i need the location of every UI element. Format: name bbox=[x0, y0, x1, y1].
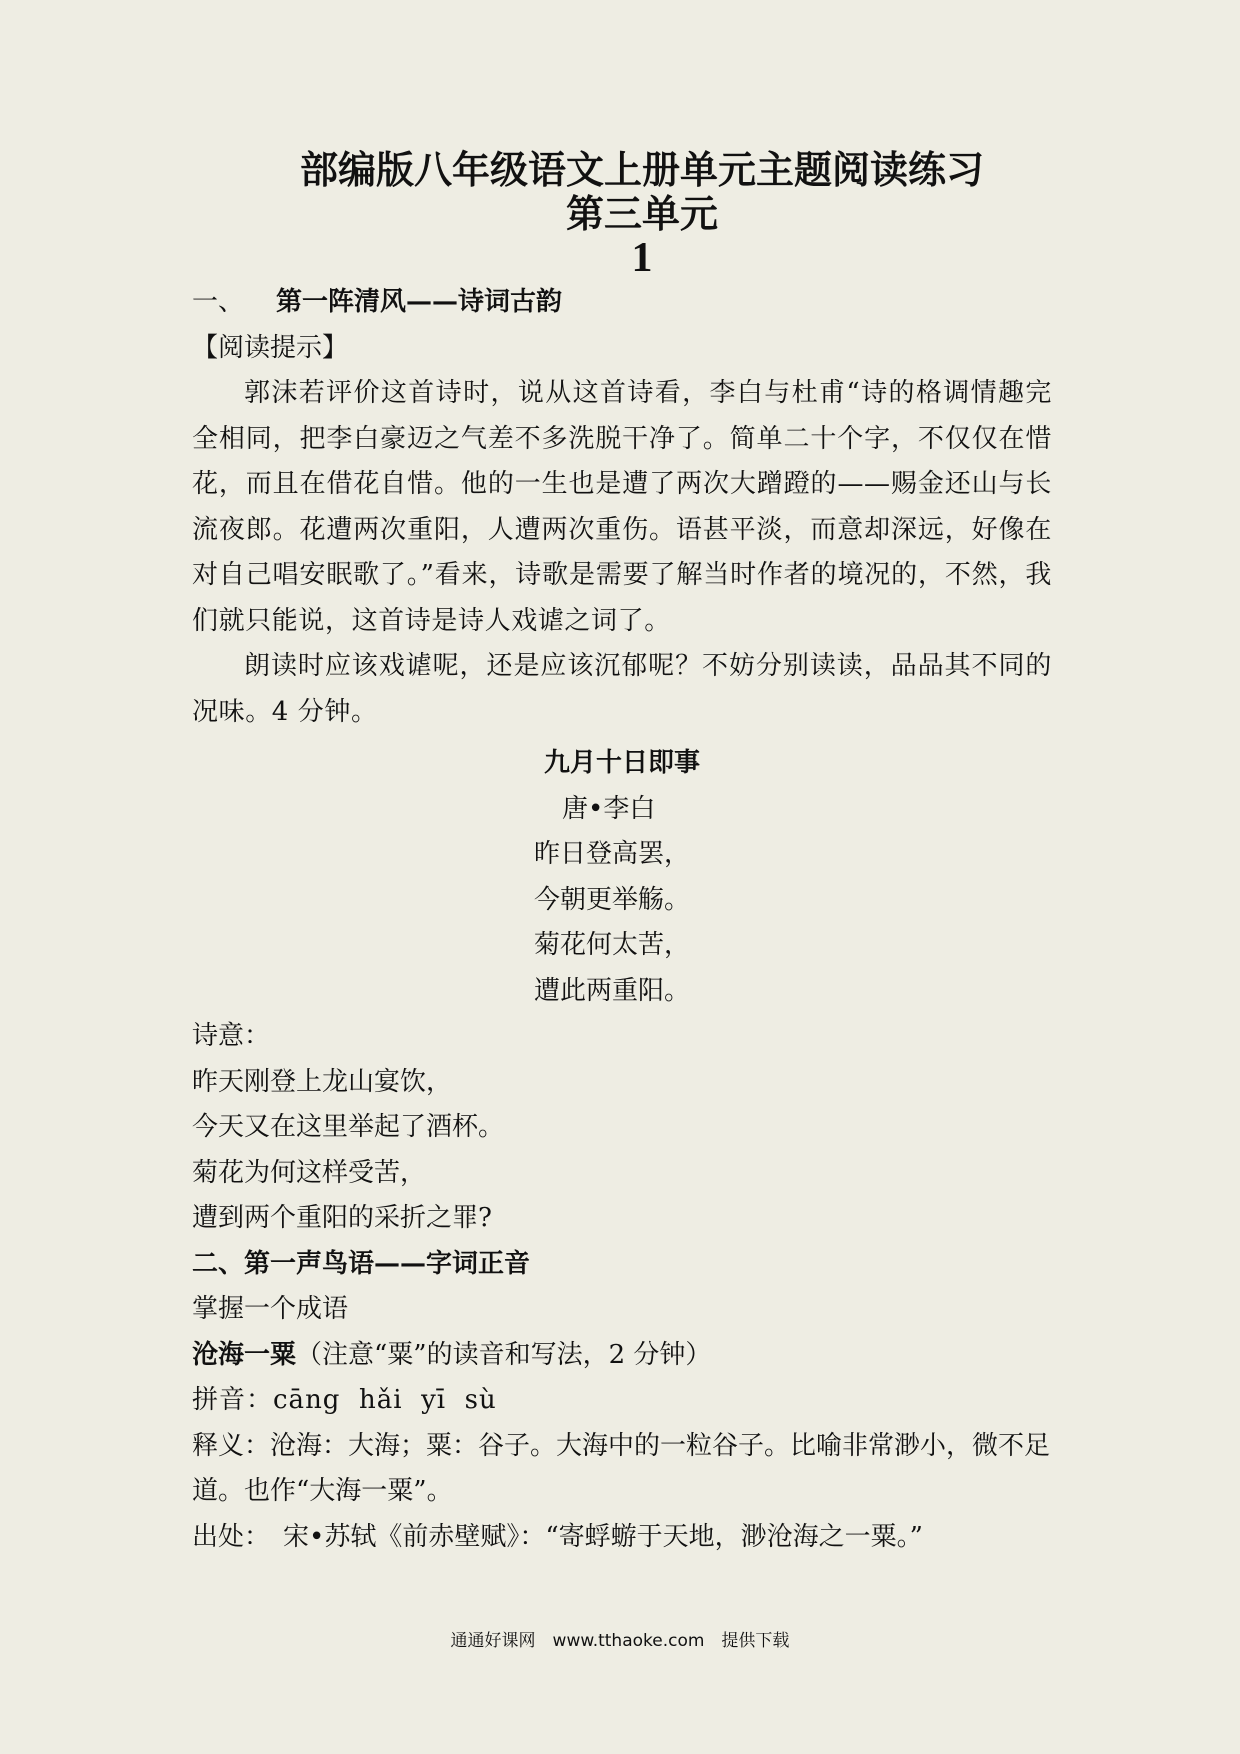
page-footer: 通通好课网 www.tthaoke.com 提供下载 bbox=[450, 1631, 790, 1651]
poem-body bbox=[192, 787, 1052, 1015]
idiom: 沧海一粟 bbox=[192, 1339, 297, 1370]
section-1-title: 第一阵清风——诗词古韵 bbox=[276, 287, 563, 317]
section-1-number: 一、 bbox=[192, 287, 245, 317]
document-content bbox=[192, 148, 1052, 1560]
poem-meaning-line: 菊花为何这样受苦， bbox=[192, 1157, 427, 1188]
poem-line: 菊花何太苦， bbox=[534, 930, 691, 960]
idiom-line bbox=[192, 1333, 1052, 1379]
document-title bbox=[232, 148, 1052, 280]
title-line-2: 第三单元 bbox=[565, 191, 718, 236]
poem-author: 唐•李白 bbox=[562, 793, 656, 824]
poem-meaning-label: 诗意： bbox=[192, 1021, 271, 1051]
reading-hint-label: 【阅读提示】 bbox=[192, 332, 349, 363]
idiom-definition: 释义：沧海：大海；粟：谷子。大海中的一粒谷子。比喻非常渺小，微不足道。也作“大海一粟”。 bbox=[192, 1430, 1051, 1506]
poem-meaning-line: 遭到两个重阳的采折之罪? bbox=[192, 1203, 492, 1233]
poem-title: 九月十日即事 bbox=[543, 748, 700, 778]
idiom-note: （注意“粟”的读音和写法，2 分钟） bbox=[296, 1339, 712, 1370]
section-2-heading: 二、第一声鸟语——字词正音 bbox=[192, 1248, 531, 1279]
poem-line: 昨日登高罢， bbox=[534, 839, 691, 869]
poem-line: 遭此两重阳。 bbox=[534, 975, 691, 1006]
idiom-pinyin: 拼音：cāng hǎi yī sù bbox=[192, 1385, 497, 1415]
title-line-1: 部编版八年级语文上册单元主题阅读练习 bbox=[299, 147, 984, 192]
poem-meaning-line: 昨天刚登上龙山宴饮， bbox=[192, 1066, 453, 1097]
reading-hint-paragraph-2: 朗读时应该戏谑呢，还是应该沉郁呢？不妨分别读读，品品其不同的况味。4 分钟。 bbox=[192, 651, 1052, 727]
section-2-intro: 掌握一个成语 bbox=[192, 1294, 349, 1324]
idiom-source: 出处： 宋•苏轼《前赤壁赋》：“寄蜉蝣于天地，渺沧海之一粟。” bbox=[192, 1521, 923, 1552]
title-line-3: 1 bbox=[631, 235, 653, 281]
poem-line: 今朝更举觞。 bbox=[534, 884, 691, 915]
section-1-heading bbox=[192, 280, 1052, 326]
poem-meaning-line: 今天又在这里举起了酒杯。 bbox=[192, 1112, 505, 1142]
reading-hint-paragraph-1: 郭沫若评价这首诗时，说从这首诗看，李白与杜甫“诗的格调情趣完全相同，把李白豪迈之气差不多洗脱干净了。简单二十个字，不仅仅在惜花，而且在借花自惜。他的一生也是遭了两次大蹭蹬的——赐金还山与长流夜郎。花遭两次重阳，人遭两次重伤。语甚平淡，而意却深远，好像在对自己唱安眠歌了。”看来，诗歌是需要了解当时作者的境况的，不然，我们就只能说，这首诗是诗人戏谑之词了。 bbox=[192, 378, 1052, 636]
